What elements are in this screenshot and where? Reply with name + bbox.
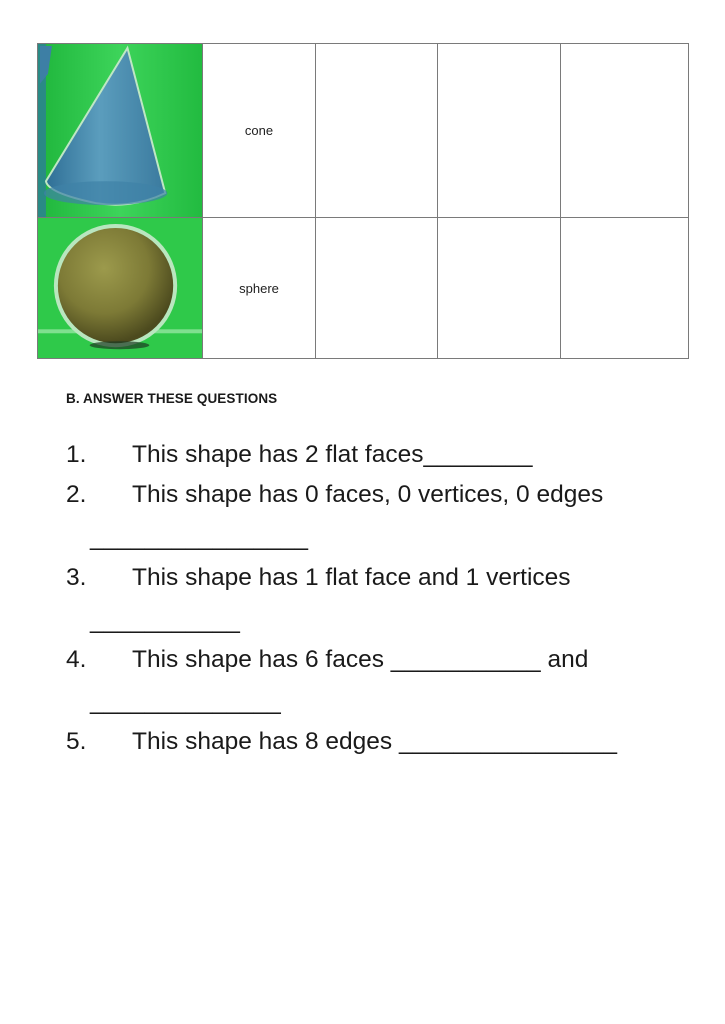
shape-name-sphere: sphere xyxy=(203,218,316,359)
question-text: This shape has 2 flat faces________ xyxy=(132,441,533,468)
answer-cell[interactable] xyxy=(561,44,689,218)
cone-image-cell xyxy=(38,44,203,218)
question-4 xyxy=(66,648,588,673)
question-number: 5. xyxy=(66,728,87,755)
answer-blank[interactable]: ______________ xyxy=(90,688,281,715)
answer-cell[interactable] xyxy=(438,44,561,218)
answer-cell[interactable] xyxy=(561,218,689,359)
question-number: 3. xyxy=(66,564,87,591)
cone-icon xyxy=(38,44,202,217)
question-text: This shape has 0 faces, 0 vertices, 0 edges xyxy=(132,481,604,508)
question-1 xyxy=(66,443,532,468)
sphere-icon xyxy=(38,218,202,358)
shapes-table xyxy=(37,43,689,359)
table-row xyxy=(38,218,689,359)
question-2 xyxy=(66,483,603,508)
question-text: This shape has 1 flat face and 1 vertices xyxy=(132,564,571,591)
answer-cell[interactable] xyxy=(438,218,561,359)
question-number: 2. xyxy=(66,481,87,508)
table-row xyxy=(38,44,689,218)
question-text: This shape has 6 faces ___________ and xyxy=(132,646,589,673)
question-text: This shape has 8 edges ________________ xyxy=(132,728,617,755)
answer-cell[interactable] xyxy=(316,44,438,218)
answer-cell[interactable] xyxy=(316,218,438,359)
answer-blank[interactable]: ________________ xyxy=(90,524,309,551)
question-number: 4. xyxy=(66,646,87,673)
section-heading: B. ANSWER THESE QUESTIONS xyxy=(66,391,278,406)
question-5 xyxy=(66,730,617,755)
question-number: 1. xyxy=(66,441,87,468)
answer-blank[interactable]: ___________ xyxy=(90,607,240,634)
shape-name-cone: cone xyxy=(203,44,316,218)
sphere-image-cell xyxy=(38,218,203,359)
question-3 xyxy=(66,566,571,591)
